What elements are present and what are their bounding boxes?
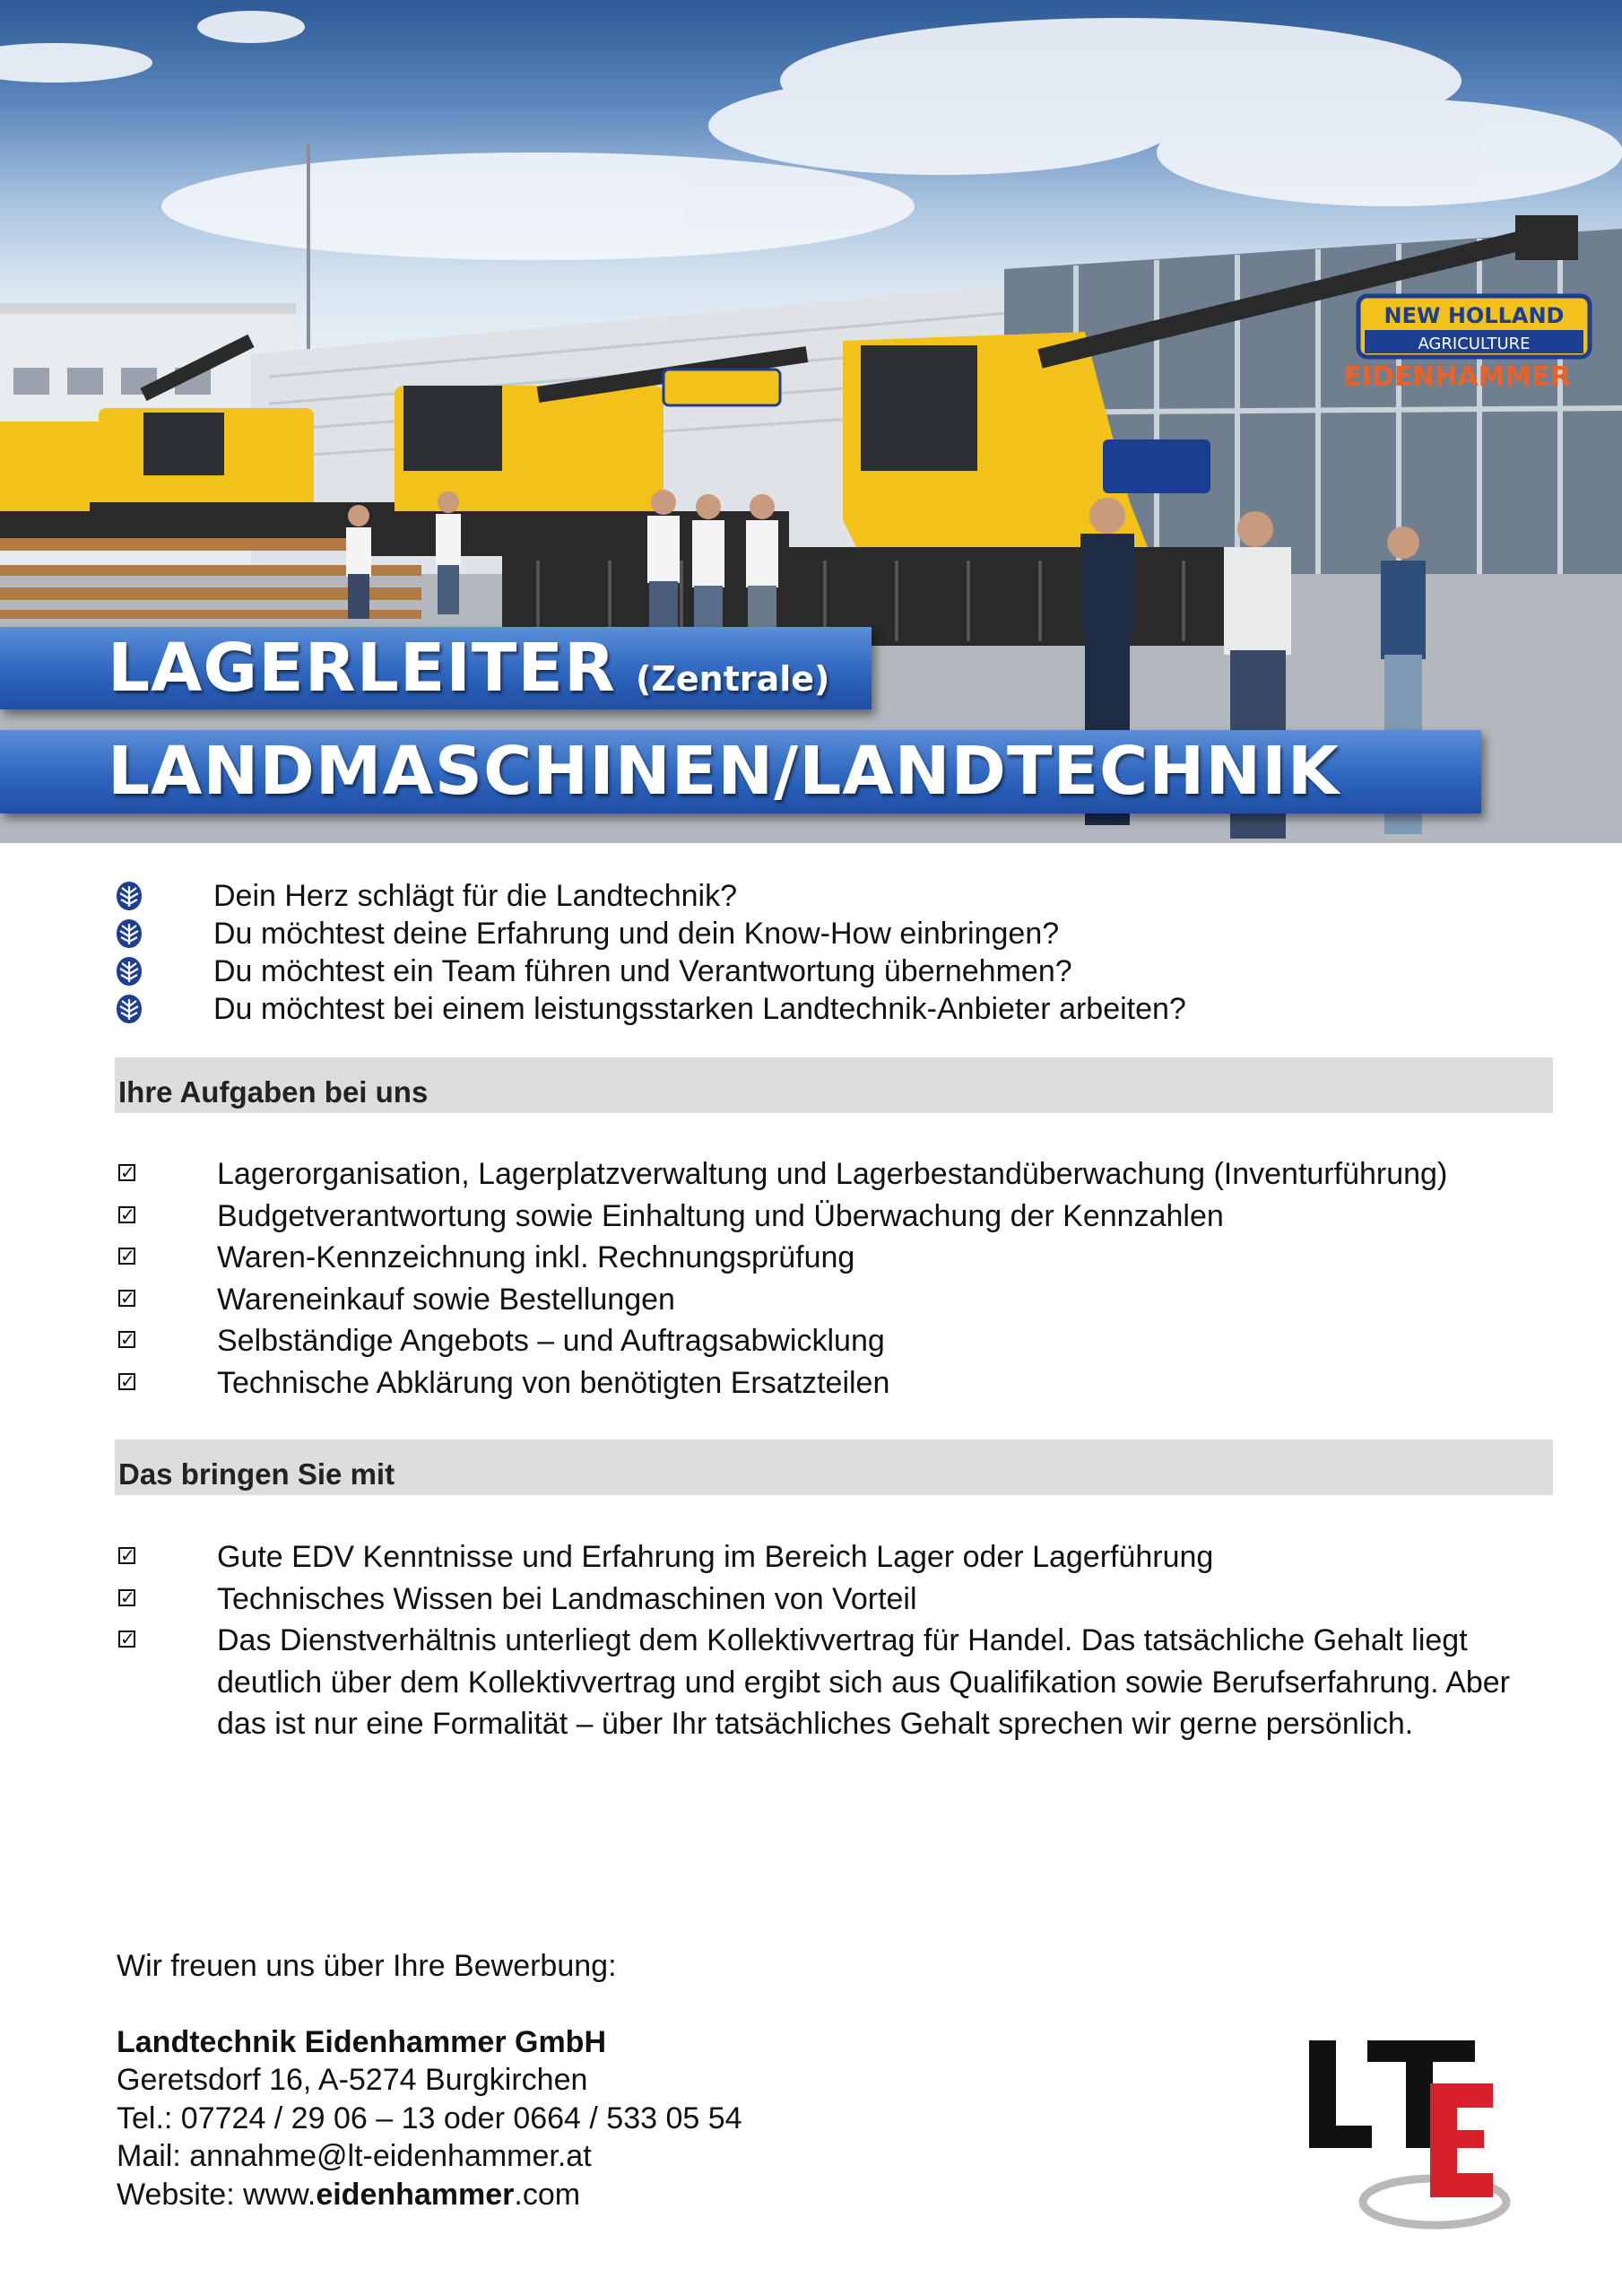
- intro-text: Du möchtest deine Erfahrung und dein Know-How einbringen?: [213, 917, 1060, 951]
- list-item: [118, 1237, 1553, 1279]
- company-mail: Mail: annahme@lt-eidenhammer.at: [117, 2139, 592, 2173]
- task-text: Lagerorganisation, Lagerplatzverwaltung und Lagerbestandüberwachung (Inventurführung): [217, 1157, 1448, 1191]
- requirement-text: Das Dienstverhältnis unterliegt dem Kollektivvertrag für Handel. Das tatsächliche Gehalt liegt deutlich über dem Kollektivvertrag und ergibt sich aus Qualifikation sowie Berufserfahrung. Aber das ist nur eine Formalität – über Ihr tatsächliches Gehalt sprechen wir gerne persönlich.: [217, 1623, 1510, 1741]
- website-prefix: Website: www.: [117, 2177, 317, 2212]
- job-field: LANDMASCHINEN/LANDTECHNIK: [108, 733, 1340, 810]
- title-banner: [0, 627, 872, 709]
- task-text: Technische Abklärung von benötigten Ersatzteilen: [217, 1365, 890, 1400]
- checked-box-icon: ✓: [120, 1586, 135, 1608]
- intro-list: [115, 877, 1549, 1028]
- list-item: [118, 1320, 1553, 1362]
- list-item: [118, 1196, 1553, 1238]
- list-item: [115, 952, 1549, 990]
- new-holland-sign: [1343, 296, 1590, 393]
- company-name: Landtechnik Eidenhammer GmbH: [117, 2024, 606, 2059]
- website-suffix: .com: [514, 2177, 581, 2212]
- new-holland-leaf-icon: [115, 994, 143, 1024]
- lte-logo: [1300, 2031, 1515, 2233]
- list-item: [115, 915, 1549, 952]
- task-text: Wareneinkauf sowie Bestellungen: [217, 1282, 675, 1317]
- intro-text: Dein Herz schlägt für die Landtechnik?: [213, 879, 737, 913]
- contact-block: [117, 1947, 742, 2213]
- checked-box-icon: ✓: [120, 1203, 135, 1225]
- tasks-heading: Ihre Aufgaben bei uns: [115, 1057, 1553, 1113]
- list-item: [118, 1536, 1553, 1578]
- task-text: Selbständige Angebots – und Auftragsabwicklung: [217, 1324, 885, 1358]
- list-item: [118, 1578, 1553, 1621]
- new-holland-leaf-icon: [115, 956, 143, 987]
- svg-text:EIDENHAMMER: EIDENHAMMER: [1343, 361, 1571, 393]
- requirement-text: Technisches Wissen bei Landmaschinen von Vorteil: [217, 1581, 917, 1616]
- checked-box-icon: ✓: [120, 1286, 135, 1309]
- task-text: Budgetverantwortung sowie Einhaltung und Überwachung der Kennzahlen: [217, 1198, 1224, 1233]
- tasks-list: [118, 1153, 1553, 1404]
- list-item: [118, 1620, 1553, 1745]
- requirements-heading: Das bringen Sie mit: [115, 1439, 1553, 1495]
- list-item: [115, 990, 1549, 1028]
- svg-text:NEW HOLLAND: NEW HOLLAND: [1383, 303, 1565, 328]
- task-text: Waren-Kennzeichnung inkl. Rechnungsprüfung: [217, 1240, 855, 1274]
- job-title: LAGERLEITER: [108, 630, 616, 707]
- combine-harvesters-illustration: [0, 0, 1622, 843]
- requirements-list: [118, 1536, 1553, 1745]
- checked-box-icon: ✓: [120, 1245, 135, 1266]
- website-domain: eidenhammer: [316, 2177, 515, 2212]
- job-location: (Zentrale): [635, 659, 830, 699]
- checked-box-icon: ✓: [120, 1328, 135, 1350]
- company-address: Geretsdorf 16, A-5274 Burgkirchen: [117, 2063, 588, 2097]
- intro-text: Du möchtest bei einem leistungsstarken Landtechnik-Anbieter arbeiten?: [213, 992, 1186, 1026]
- subtitle-banner: [0, 730, 1481, 813]
- list-item: [118, 1279, 1553, 1321]
- list-item: [118, 1153, 1553, 1196]
- list-item: [118, 1362, 1553, 1405]
- hero-photo: [0, 0, 1622, 843]
- checked-box-icon: ✓: [120, 1544, 135, 1566]
- spacer: [117, 1986, 742, 2023]
- list-item: [115, 877, 1549, 915]
- intro-text: Du möchtest ein Team führen und Verantwortung übernehmen?: [213, 954, 1072, 988]
- company-website[interactable]: [117, 2176, 742, 2214]
- checked-box-icon: ✓: [120, 1628, 135, 1649]
- contact-intro: Wir freuen uns über Ihre Bewerbung:: [117, 1949, 617, 1983]
- new-holland-leaf-icon: [115, 918, 143, 949]
- new-holland-leaf-icon: [115, 881, 143, 911]
- checked-box-icon: ✓: [120, 1161, 135, 1183]
- company-phone: Tel.: 07724 / 29 06 – 13 oder 0664 / 533 05 54: [117, 2100, 742, 2135]
- svg-text:AGRICULTURE: AGRICULTURE: [1418, 335, 1531, 353]
- checked-box-icon: ✓: [120, 1370, 135, 1392]
- requirement-text: Gute EDV Kenntnisse und Erfahrung im Bereich Lager oder Lagerführung: [217, 1540, 1214, 1574]
